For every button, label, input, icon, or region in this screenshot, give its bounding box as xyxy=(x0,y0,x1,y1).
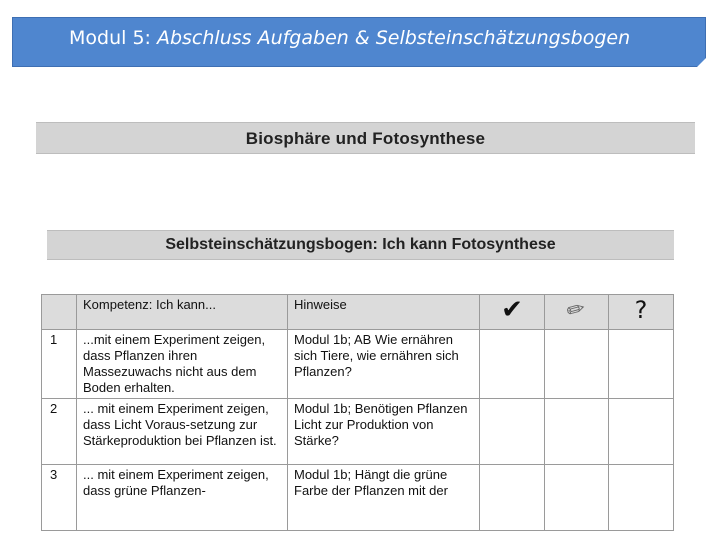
header-question-cell xyxy=(609,295,674,330)
table-header-row xyxy=(42,295,674,330)
row-question-cell[interactable] xyxy=(609,465,674,531)
row-competence: ... mit einem Experiment zeigen, dass Licht Voraus-setzung zur Stärkeproduktion bei Pflanzen ist. xyxy=(77,399,288,465)
table-row xyxy=(42,465,674,531)
row-number: 2 xyxy=(42,399,77,465)
row-question-cell[interactable] xyxy=(609,330,674,399)
row-check-cell[interactable] xyxy=(480,465,545,531)
document-heading: Biosphäre und Fotosynthese xyxy=(245,129,486,148)
document-subheading: Selbsteinschätzungsbogen: Ich kann Fotosynthese xyxy=(165,236,556,253)
slide-title xyxy=(69,27,630,49)
self-assessment-table xyxy=(41,294,674,531)
row-pencil-cell[interactable] xyxy=(545,330,609,399)
check-mark-icon: ✔ xyxy=(501,295,523,325)
row-question-cell[interactable] xyxy=(609,399,674,465)
slide-title-italic: Abschluss Aufgaben & Selbsteinschätzungsbogen xyxy=(156,27,631,49)
header-pencil-cell xyxy=(545,295,609,330)
row-competence: ...mit einem Experiment zeigen, dass Pflanzen ihren Massezuwachs nicht aus dem Boden erhalten. xyxy=(77,330,288,399)
row-hint: Modul 1b; AB Wie ernähren sich Tiere, wie ernähren sich Pflanzen? xyxy=(288,330,480,399)
header-competence: Kompetenz: Ich kann... xyxy=(77,295,288,330)
row-number: 1 xyxy=(42,330,77,399)
pencil-icon: ✏ xyxy=(564,296,589,325)
row-pencil-cell[interactable] xyxy=(545,399,609,465)
row-competence: ... mit einem Experiment zeigen, dass grüne Pflanzen- xyxy=(77,465,288,531)
self-assessment-table-container xyxy=(41,294,673,498)
question-mark-icon: ? xyxy=(634,296,648,324)
header-num-cell xyxy=(42,295,77,330)
document-subheading-bar xyxy=(47,230,674,260)
document-heading-bar xyxy=(36,122,695,154)
header-check-cell xyxy=(480,295,545,330)
row-pencil-cell[interactable] xyxy=(545,465,609,531)
row-number: 3 xyxy=(42,465,77,531)
row-hint: Modul 1b; Hängt die grüne Farbe der Pflanzen mit der xyxy=(288,465,480,531)
table-row xyxy=(42,399,674,465)
title-bar-corner xyxy=(697,58,706,67)
slide-title-prefix: Modul 5: xyxy=(69,27,157,49)
row-check-cell[interactable] xyxy=(480,330,545,399)
header-hints: Hinweise xyxy=(288,295,480,330)
table-row xyxy=(42,330,674,399)
row-check-cell[interactable] xyxy=(480,399,545,465)
row-hint: Modul 1b; Benötigen Pflanzen Licht zur Produktion von Stärke? xyxy=(288,399,480,465)
slide-title-bar xyxy=(12,17,706,67)
